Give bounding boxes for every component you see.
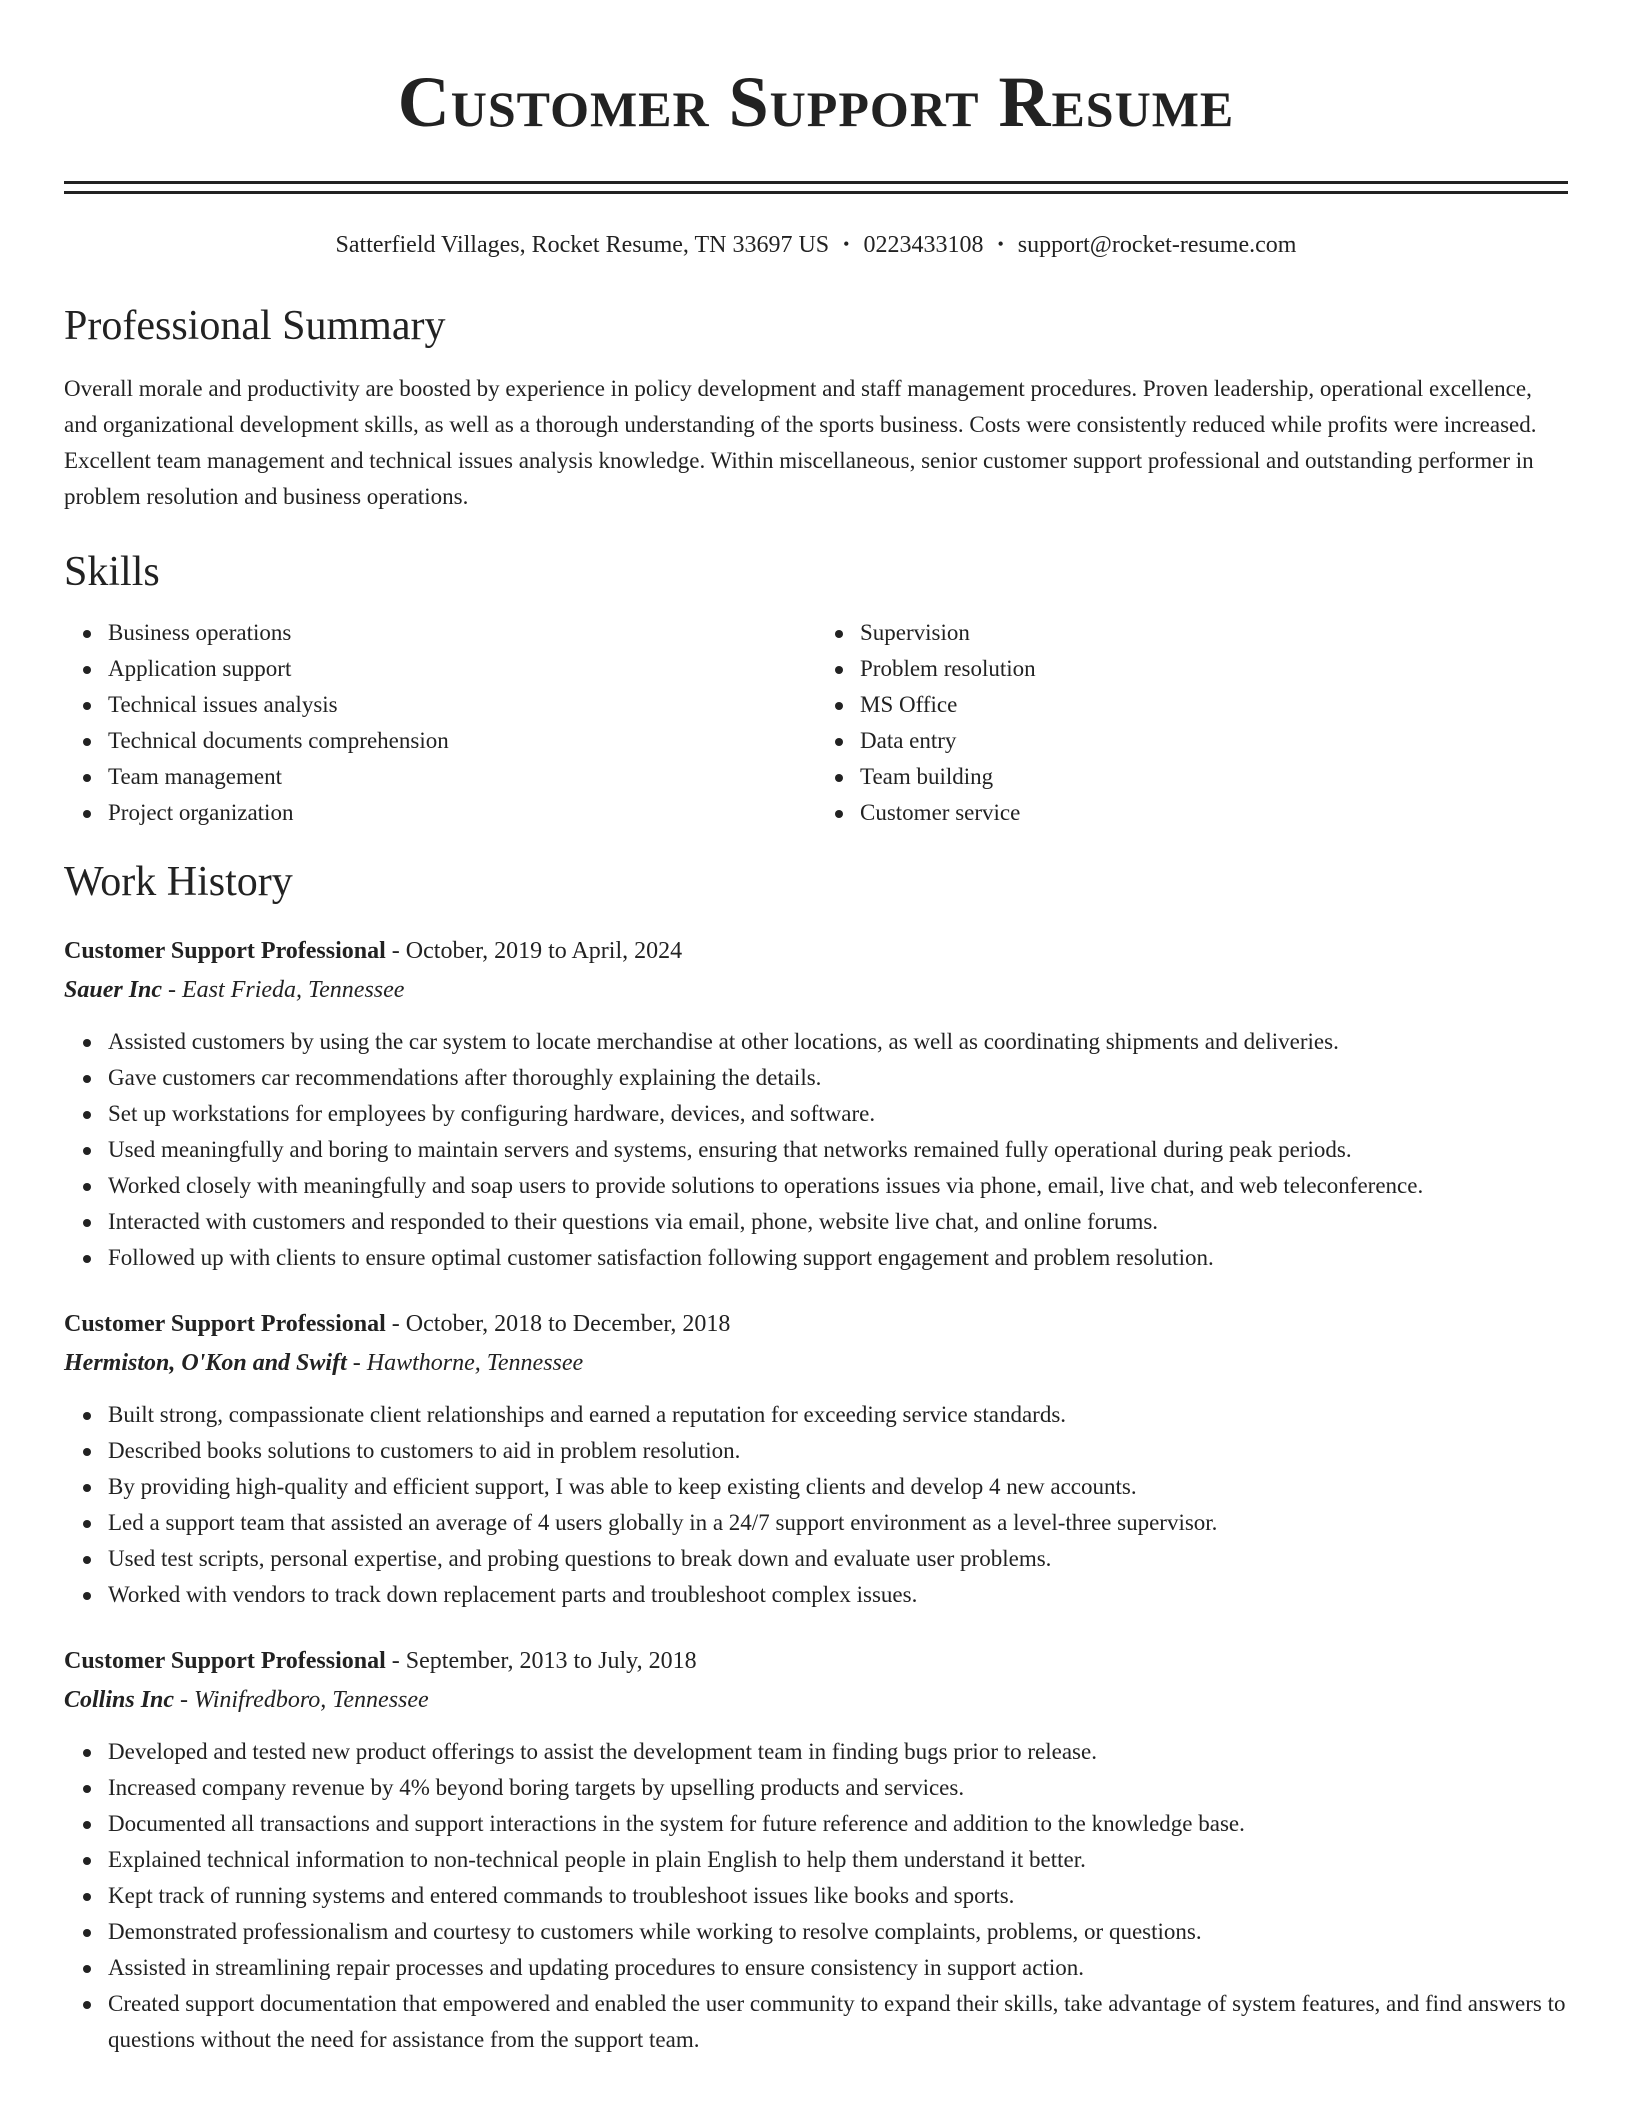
skills-column-right (816, 615, 1568, 831)
resume-title: Customer Support Resume (397, 62, 1235, 142)
job-duty: Created support documentation that empowered and enabled the user community to expand their skills, take advantage of system features, and find answers to questions without the need for assistance from the support team. (108, 1986, 1568, 2058)
skills-list (64, 615, 1568, 831)
job-dates: - September, 2013 to July, 2018 (385, 1648, 697, 1674)
job-dates: - October, 2019 to April, 2024 (385, 938, 683, 964)
job-role: Customer Support Professional (64, 938, 386, 964)
skill-item: Team building (860, 759, 1568, 795)
job-duties (64, 1734, 1568, 2058)
summary-heading: Professional Summary (64, 303, 446, 349)
job-duties (64, 1024, 1568, 1276)
company-line (64, 972, 1568, 1008)
job-duty: Kept track of running systems and entered commands to troubleshoot issues like books and sports. (108, 1878, 1568, 1914)
job-duty: Interacted with customers and responded to their questions via email, phone, website live chat, and online forums. (108, 1204, 1568, 1240)
summary-text: Overall morale and productivity are boosted by experience in policy development and staff management procedures. Proven leadership, operational excellence, and organizational development skills, as well as a thorough understanding of the sports business. Costs were consistently reduced while profits were increased. Excellent team management and technical issues analysis knowledge. Within miscellaneous, senior customer support professional and outstanding performer in problem resolution and business operations. (64, 376, 1537, 509)
company-location: - Hawthorne, Tennessee (346, 1350, 584, 1376)
job-duties (64, 1397, 1568, 1613)
skills-heading: Skills (64, 549, 160, 595)
job-duty: Assisted in streamlining repair processes and updating procedures to ensure consistency in support action. (108, 1950, 1568, 1986)
job-duty: Used test scripts, personal expertise, and probing questions to break down and evaluate user problems. (108, 1541, 1568, 1577)
job-title-line (64, 933, 1568, 969)
skill-item: Data entry (860, 723, 1568, 759)
job-entry (64, 1643, 1568, 2058)
job-duty: Described books solutions to customers to aid in problem resolution. (108, 1433, 1568, 1469)
job-duty: Led a support team that assisted an average of 4 users globally in a 24/7 support environment as a level-three supervisor. (108, 1505, 1568, 1541)
job-dates: - October, 2018 to December, 2018 (385, 1311, 731, 1337)
title-divider-bottom (64, 191, 1568, 194)
company-name: Sauer Inc (64, 977, 163, 1003)
job-duty: Worked closely with meaningfully and soap users to provide solutions to operations issues via phone, email, live chat, and web teleconference. (108, 1168, 1568, 1204)
job-title-line (64, 1306, 1568, 1342)
job-duty: Worked with vendors to track down replacement parts and troubleshoot complex issues. (108, 1577, 1568, 1613)
job-duty: By providing high-quality and efficient support, I was able to keep existing clients and develop 4 new accounts. (108, 1469, 1568, 1505)
job-entry (64, 933, 1568, 1276)
company-line (64, 1345, 1568, 1381)
contact-separator: • (997, 234, 1004, 254)
skill-item: Application support (108, 651, 816, 687)
job-duty: Demonstrated professionalism and courtesy to customers while working to resolve complaints, problems, or questions. (108, 1914, 1568, 1950)
work-history-heading: Work History (64, 859, 293, 905)
skill-item: Technical documents comprehension (108, 723, 816, 759)
job-duty: Followed up with clients to ensure optimal customer satisfaction following support engagement and problem resolution. (108, 1240, 1568, 1276)
contact-phone: 0223433108 (863, 232, 984, 258)
skill-item: Problem resolution (860, 651, 1568, 687)
skill-item: Team management (108, 759, 816, 795)
job-title-line (64, 1643, 1568, 1679)
skill-item: Business operations (108, 615, 816, 651)
job-duty: Set up workstations for employees by configuring hardware, devices, and software. (108, 1096, 1568, 1132)
company-location: - Winifredboro, Tennessee (174, 1687, 429, 1713)
job-duty: Explained technical information to non-technical people in plain English to help them understand it better. (108, 1842, 1568, 1878)
contact-email: support@rocket-resume.com (1017, 232, 1297, 258)
contact-separator: • (843, 234, 850, 254)
job-role: Customer Support Professional (64, 1311, 386, 1337)
skill-item: Supervision (860, 615, 1568, 651)
job-duty: Used meaningfully and boring to maintain servers and systems, ensuring that networks remained fully operational during peak periods. (108, 1132, 1568, 1168)
job-duty: Documented all transactions and support interactions in the system for future reference and addition to the knowledge base. (108, 1806, 1568, 1842)
contact-line (64, 228, 1568, 261)
company-line (64, 1682, 1568, 1718)
skill-item: Customer service (860, 795, 1568, 831)
skill-item: Project organization (108, 795, 816, 831)
job-duty: Assisted customers by using the car system to locate merchandise at other locations, as well as coordinating shipments and deliveries. (108, 1024, 1568, 1060)
job-entry (64, 1306, 1568, 1613)
contact-address: Satterfield Villages, Rocket Resume, TN 33697 US (335, 232, 830, 258)
job-duty: Built strong, compassionate client relationships and earned a reputation for exceeding service standards. (108, 1397, 1568, 1433)
job-duty: Gave customers car recommendations after thoroughly explaining the details. (108, 1060, 1568, 1096)
skills-column-left (64, 615, 816, 831)
job-duty: Increased company revenue by 4% beyond boring targets by upselling products and services. (108, 1770, 1568, 1806)
title-divider-top (64, 181, 1568, 184)
skill-item: MS Office (860, 687, 1568, 723)
job-role: Customer Support Professional (64, 1648, 386, 1674)
company-name: Hermiston, O'Kon and Swift (64, 1350, 347, 1376)
skill-item: Technical issues analysis (108, 687, 816, 723)
job-duty: Developed and tested new product offerings to assist the development team in finding bugs prior to release. (108, 1734, 1568, 1770)
company-name: Collins Inc (64, 1687, 175, 1713)
company-location: - East Frieda, Tennessee (162, 977, 405, 1003)
